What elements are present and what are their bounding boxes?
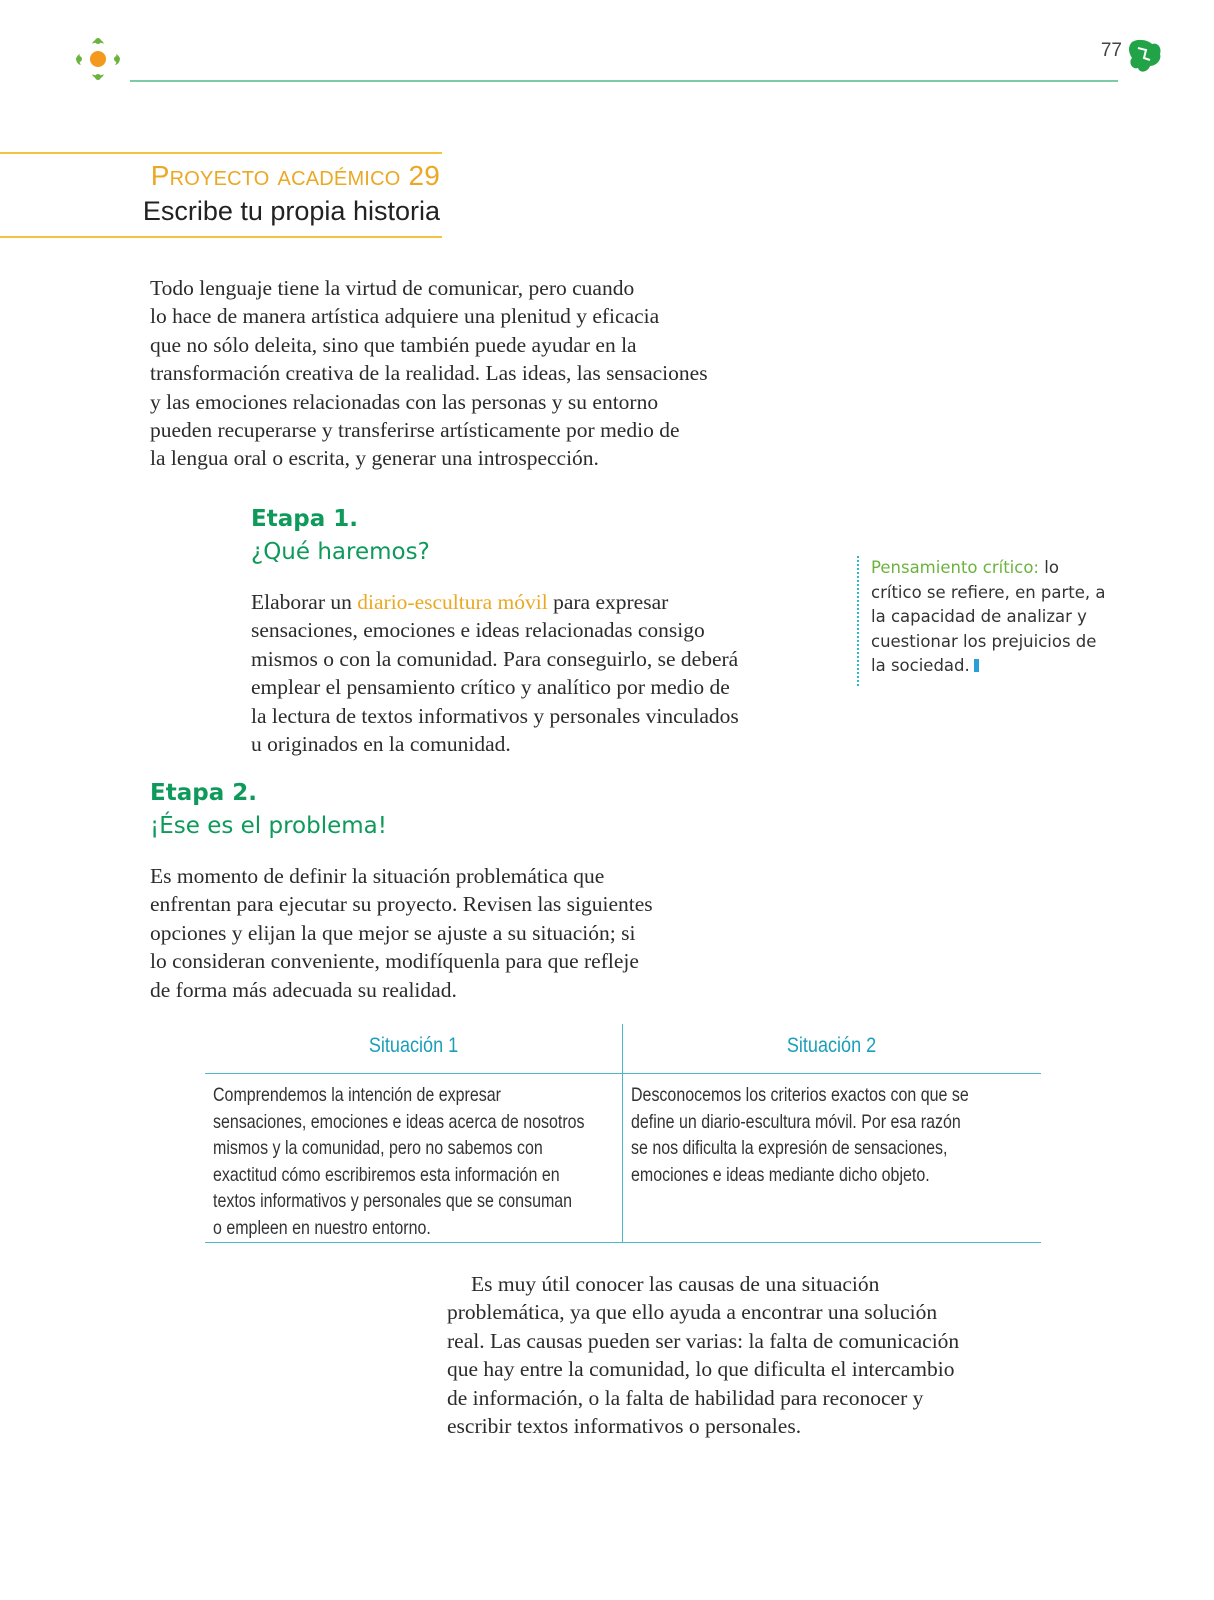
text-line: sensaciones, emociones e ideas relacionadas consigo — [251, 618, 705, 643]
glossary-note — [857, 556, 1143, 686]
text-line: enfrentan para ejecutar su proyecto. Revisen las siguientes — [150, 892, 653, 917]
text-line — [447, 1270, 1007, 1298]
closing-paragraph — [447, 1270, 1007, 1440]
text-line — [871, 556, 1143, 581]
page-number: 77 — [1100, 40, 1122, 61]
text-run: Elaborar un — [251, 590, 358, 614]
text-line: pueden recuperarse y transferirse artísticamente por medio de — [150, 418, 680, 443]
text-line: lo hace de manera artística adquiere una plenitud y eficacia — [150, 304, 660, 329]
intro-paragraph — [150, 274, 750, 473]
text-line: se nos dificulta la expresión de sensaciones, — [631, 1137, 948, 1159]
stage1-number: Etapa 1. — [251, 506, 358, 532]
text-line: define un diario-escultura móvil. Por esa razón — [631, 1110, 961, 1133]
situations-table — [205, 1024, 1041, 1243]
text-line: sensaciones, emociones e ideas acerca de nosotros — [213, 1110, 585, 1133]
text-line — [871, 654, 1143, 679]
text-line: la lectura de textos informativos y personales vinculados — [251, 703, 739, 728]
text-line: la capacidad de analizar y — [871, 607, 1087, 627]
text-line: y las emociones relacionadas con las personas y su entorno — [150, 389, 659, 414]
stage1-paragraph — [251, 588, 791, 758]
header-rule — [130, 80, 1118, 82]
text-line: emociones e ideas mediante dicho objeto. — [631, 1163, 930, 1186]
text-line: u originados en la comunidad. — [251, 732, 511, 757]
glossary-term: Pensamiento crítico: — [871, 558, 1039, 577]
text-line: problemática, ya que ello ayuda a encontrar una solución — [447, 1300, 938, 1325]
stage2-number: Etapa 2. — [150, 780, 257, 806]
text-line: lo consideran conveniente, modifíquenla para que refleje — [150, 949, 639, 974]
table-bottom-rule — [205, 1242, 1041, 1243]
text-line: de forma más adecuada su realidad. — [150, 977, 457, 1002]
project-label: Proyecto académico 29 — [150, 160, 440, 191]
text-line: que hay entre la comunidad, lo que dificulta el intercambio — [447, 1357, 955, 1382]
text-run: la sociedad. — [871, 656, 970, 676]
text-line: la lengua oral o escrita, y generar una introspección. — [150, 446, 599, 471]
text-line: Desconocemos los criterios exactos con que se — [631, 1084, 969, 1106]
text-line: exactitud cómo escribiremos esta información en — [213, 1163, 560, 1186]
stage2-paragraph — [150, 862, 710, 1004]
green-glyph-icon — [1126, 38, 1164, 74]
text-run: Es muy útil conocer las causas de una situación — [471, 1272, 880, 1296]
table-header-situation-2: Situación 2 — [786, 1034, 877, 1057]
text-line: Comprendemos la intención de expresar — [213, 1084, 501, 1106]
project-title: Escribe tu propia historia — [142, 196, 440, 226]
text-line: cuestionar los prejuicios de — [871, 631, 1097, 651]
text-line: escribir textos informativos o personales. — [447, 1414, 802, 1439]
header-divider — [205, 1073, 1041, 1074]
title-rule-top — [0, 152, 442, 154]
text-line: Es momento de definir la situación problemática que — [150, 864, 605, 888]
text-line — [251, 588, 791, 616]
text-line: opciones y elijan la que mejor se ajuste a su situación; si — [150, 920, 636, 945]
table-cell-situation-2 — [631, 1082, 1016, 1188]
text-line: o empleen en nuestro entorno. — [213, 1216, 431, 1239]
text-line: Todo lenguaje tiene la virtud de comunicar, pero cuando — [150, 276, 635, 300]
text-line: que no sólo deleita, sino que también puede ayudar en la — [150, 332, 637, 357]
stage1-heading — [251, 503, 651, 569]
title-rule-bottom — [0, 236, 442, 238]
stage1-title: ¿Qué haremos? — [251, 539, 430, 565]
stage2-heading — [150, 777, 550, 843]
text-line: textos informativos y personales que se consuman — [213, 1190, 573, 1212]
text-run: lo — [1038, 558, 1059, 577]
text-line: real. Las causas pueden ser varias: la falta de comunicación — [447, 1328, 960, 1353]
text-line: mismos o con la comunidad. Para conseguirlo, se deberá — [251, 646, 739, 671]
column-divider — [622, 1024, 623, 1243]
end-mark-icon — [974, 659, 979, 672]
text-run: para expresar — [547, 590, 669, 614]
text-line: crítico se refiere, en parte, a — [871, 582, 1106, 602]
text-line: mismos y la comunidad, pero no sabemos con — [213, 1137, 543, 1159]
stage2-title: ¡Ése es el problema! — [150, 813, 387, 839]
text-line: emplear el pensamiento crítico y analítico por medio de — [251, 675, 730, 700]
table-cell-situation-1 — [213, 1082, 615, 1241]
flower-logo-icon — [72, 34, 124, 84]
text-line: transformación creativa de la realidad. Las ideas, las sensaciones — [150, 361, 708, 386]
table-header-situation-1: Situación 1 — [368, 1034, 459, 1057]
text-line: de información, o la falta de habilidad para reconocer y — [447, 1385, 924, 1410]
highlighted-term: diario-escultura móvil — [357, 590, 548, 614]
